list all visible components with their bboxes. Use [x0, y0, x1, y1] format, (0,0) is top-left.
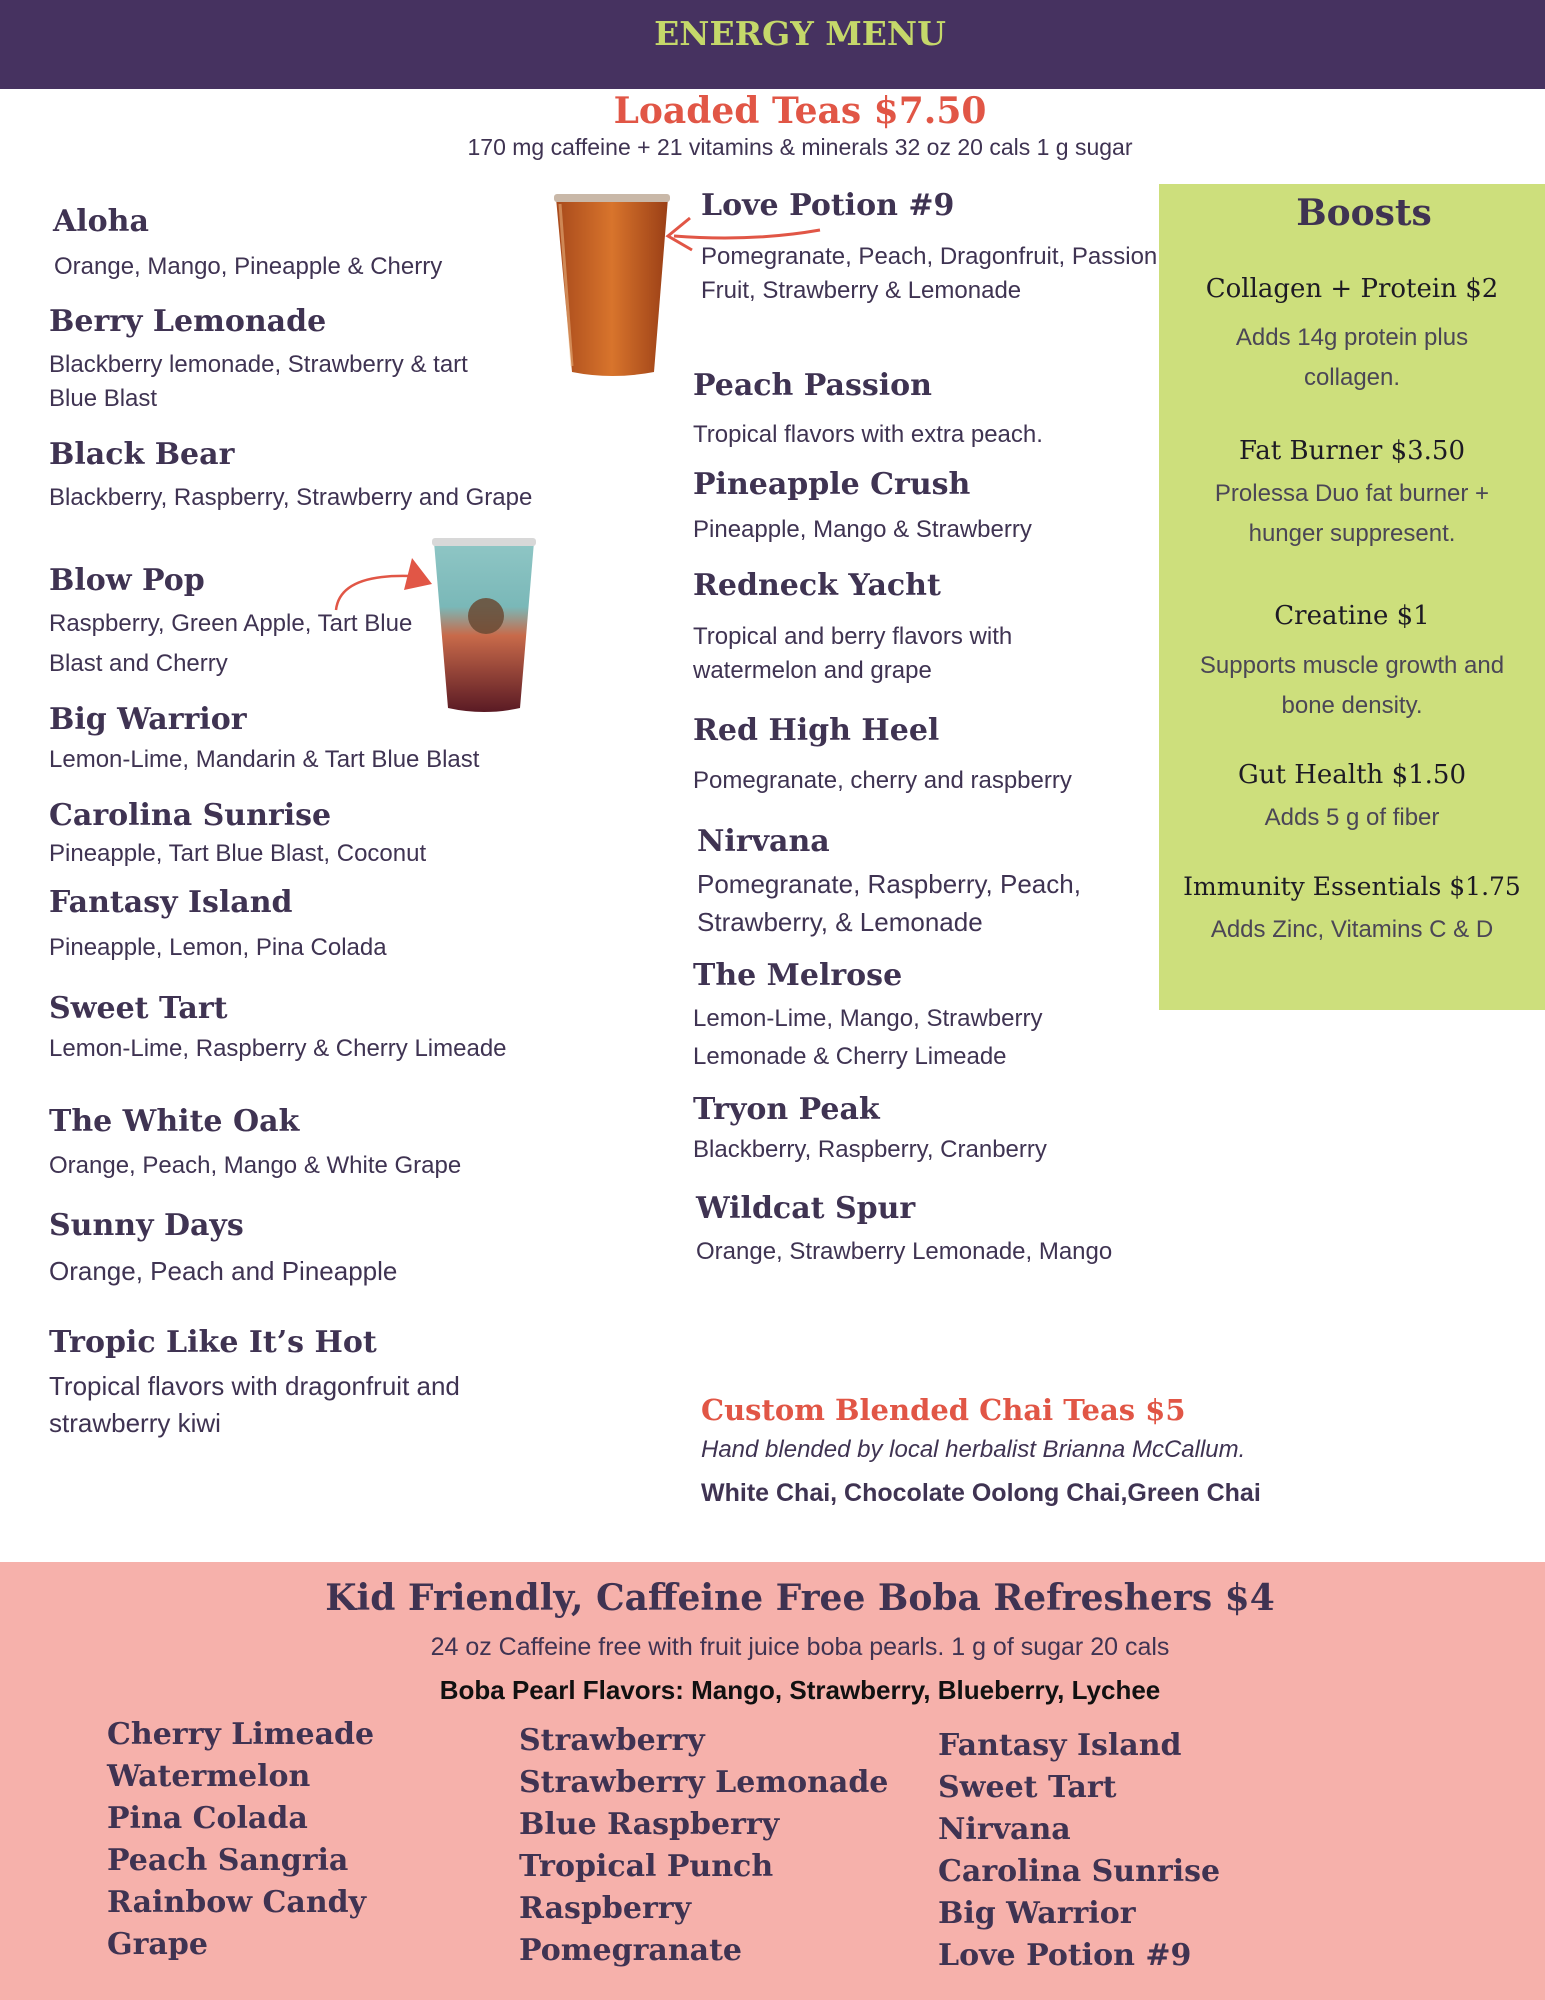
- kids-flavor: Nirvana: [938, 1812, 1071, 1847]
- loaded-teas-title: Loaded Teas $7.50: [613, 90, 987, 132]
- boosts-title: Boosts: [1296, 192, 1432, 234]
- boba-pearl-flavors: Boba Pearl Flavors: Mango, Strawberry, Blueberry, Lychee: [439, 1675, 1161, 1705]
- kids-flavor: Rainbow Candy: [107, 1885, 367, 1920]
- tea-name: Fantasy Island: [49, 885, 293, 920]
- tea-description: Orange, Strawberry Lemonade, Mango: [696, 1238, 1113, 1265]
- tea-description: Tropical flavors with extra peach.: [693, 421, 1043, 448]
- kids-flavor: Watermelon: [107, 1759, 311, 1794]
- boost-description: Supports muscle growth and bone density.: [1199, 652, 1505, 719]
- tea-name: Berry Lemonade: [49, 304, 327, 339]
- tea-description: Pomegranate, Peach, Dragonfruit, Passion Fruit, Strawberry & Lemonade: [701, 243, 1158, 305]
- tea-description: Blackberry lemonade, Strawberry & tart Blue Blast: [49, 351, 468, 413]
- kids-flavor: Strawberry Lemonade: [519, 1765, 889, 1800]
- tea-description: Blackberry, Raspberry, Strawberry and Grape: [49, 484, 533, 511]
- menu-title: ENERGY MENU: [654, 14, 946, 53]
- tea-description: Tropical flavors with dragonfruit and strawberry kiwi: [49, 1371, 460, 1438]
- tea-description: Lemon-Lime, Raspberry & Cherry Limeade: [49, 1035, 507, 1062]
- tea-name: Nirvana: [697, 824, 830, 859]
- tea-description: Lemon-Lime, Mango, Strawberry Lemonade & Cherry Limeade: [693, 1005, 1043, 1071]
- kids-flavor: Fantasy Island: [938, 1728, 1182, 1763]
- arrow-icon: [328, 554, 438, 614]
- tea-description: Orange, Peach and Pineapple: [49, 1256, 398, 1286]
- tea-description: Pomegranate, Raspberry, Peach, Strawberry, & Lemonade: [697, 869, 1081, 937]
- kids-flavor: Grape: [107, 1927, 208, 1962]
- tea-name: Sunny Days: [49, 1208, 244, 1243]
- boost-name: Collagen + Protein $2: [1205, 274, 1499, 304]
- tea-name: Big Warrior: [49, 702, 247, 737]
- kids-flavor: Peach Sangria: [107, 1843, 349, 1878]
- love-potion-drink-cup: [550, 190, 680, 380]
- boost-name: Creatine $1: [1274, 601, 1430, 631]
- kids-flavor: Pomegranate: [519, 1933, 743, 1968]
- blow-pop-drink-cup: [424, 534, 544, 716]
- boosts-panel: [1159, 184, 1545, 1010]
- tea-description: Pineapple, Lemon, Pina Colada: [49, 934, 387, 961]
- chai-subtitle: Hand blended by local herbalist Brianna McCallum.: [701, 1436, 1246, 1463]
- kids-column-3: [938, 1725, 1220, 1977]
- tea-description: Tropical and berry flavors with watermelon and grape: [693, 623, 1013, 685]
- loaded-teas-subtitle: 170 mg caffeine + 21 vitamins & minerals 32 oz 20 cals 1 g sugar: [467, 134, 1133, 160]
- tea-description: Pineapple, Mango & Strawberry: [693, 516, 1032, 543]
- tea-name: Carolina Sunrise: [49, 798, 332, 833]
- kids-title: Kid Friendly, Caffeine Free Boba Refreshers $4: [325, 1577, 1275, 1619]
- kids-flavor: Carolina Sunrise: [938, 1854, 1221, 1889]
- boost-description: Adds Zinc, Vitamins C & D: [1210, 916, 1494, 943]
- kids-column-1: [107, 1714, 374, 1966]
- tea-description: Lemon-Lime, Mandarin & Tart Blue Blast: [49, 746, 480, 773]
- boost-name: Gut Health $1.50: [1238, 760, 1466, 790]
- kids-flavor: Cherry Limeade: [107, 1717, 375, 1752]
- tea-name: Black Bear: [49, 437, 235, 472]
- tea-name: Wildcat Spur: [696, 1191, 916, 1226]
- tea-name: Tropic Like It’s Hot: [49, 1325, 377, 1360]
- tea-name: Sweet Tart: [49, 991, 228, 1026]
- tea-description: Pomegranate, cherry and raspberry: [693, 767, 1072, 794]
- kids-column-2: [519, 1720, 888, 1972]
- kids-subtitle: 24 oz Caffeine free with fruit juice boba pearls. 1 g of sugar 20 cals: [430, 1633, 1170, 1661]
- tea-name: Pineapple Crush: [693, 467, 971, 502]
- tea-description: Raspberry, Green Apple, Tart Blue Blast and Cherry: [49, 610, 413, 677]
- kids-flavor: Love Potion #9: [938, 1938, 1192, 1973]
- tea-name: Red High Heel: [693, 713, 940, 748]
- boost-name: Immunity Essentials $1.75: [1183, 872, 1521, 901]
- tea-name: Aloha: [53, 204, 149, 239]
- chai-flavors: White Chai, Chocolate Oolong Chai,Green Chai: [701, 1479, 1261, 1507]
- boost-description: Adds 14g protein plus collagen.: [1235, 324, 1469, 391]
- kids-flavor: Raspberry: [519, 1891, 692, 1926]
- kids-flavor: Strawberry: [519, 1723, 705, 1758]
- kids-flavor: Tropical Punch: [519, 1849, 774, 1884]
- kids-flavor: Big Warrior: [938, 1896, 1136, 1931]
- boost-description: Prolessa Duo fat burner + hunger suppresent.: [1214, 480, 1490, 547]
- chai-title: Custom Blended Chai Teas $5: [701, 1393, 1186, 1427]
- boost-description: Adds 5 g of fiber: [1264, 804, 1440, 831]
- boost-name: Fat Burner $3.50: [1238, 436, 1466, 466]
- tea-description: Pineapple, Tart Blue Blast, Coconut: [49, 840, 427, 867]
- kids-flavor: Sweet Tart: [938, 1770, 1117, 1805]
- tea-name: Tryon Peak: [693, 1092, 880, 1127]
- tea-name: Peach Passion: [693, 368, 932, 403]
- tea-name: The Melrose: [693, 958, 903, 993]
- tea-name: Redneck Yacht: [693, 568, 941, 603]
- tea-description: Orange, Peach, Mango & White Grape: [49, 1152, 462, 1179]
- tea-description: Orange, Mango, Pineapple & Cherry: [54, 253, 443, 280]
- kids-flavor: Blue Raspberry: [519, 1807, 780, 1842]
- tea-name: The White Oak: [49, 1104, 300, 1139]
- tea-name: Blow Pop: [49, 563, 205, 598]
- tea-name: Love Potion #9: [701, 188, 955, 223]
- tea-description: Blackberry, Raspberry, Cranberry: [693, 1136, 1047, 1163]
- kids-flavor: Pina Colada: [107, 1801, 308, 1836]
